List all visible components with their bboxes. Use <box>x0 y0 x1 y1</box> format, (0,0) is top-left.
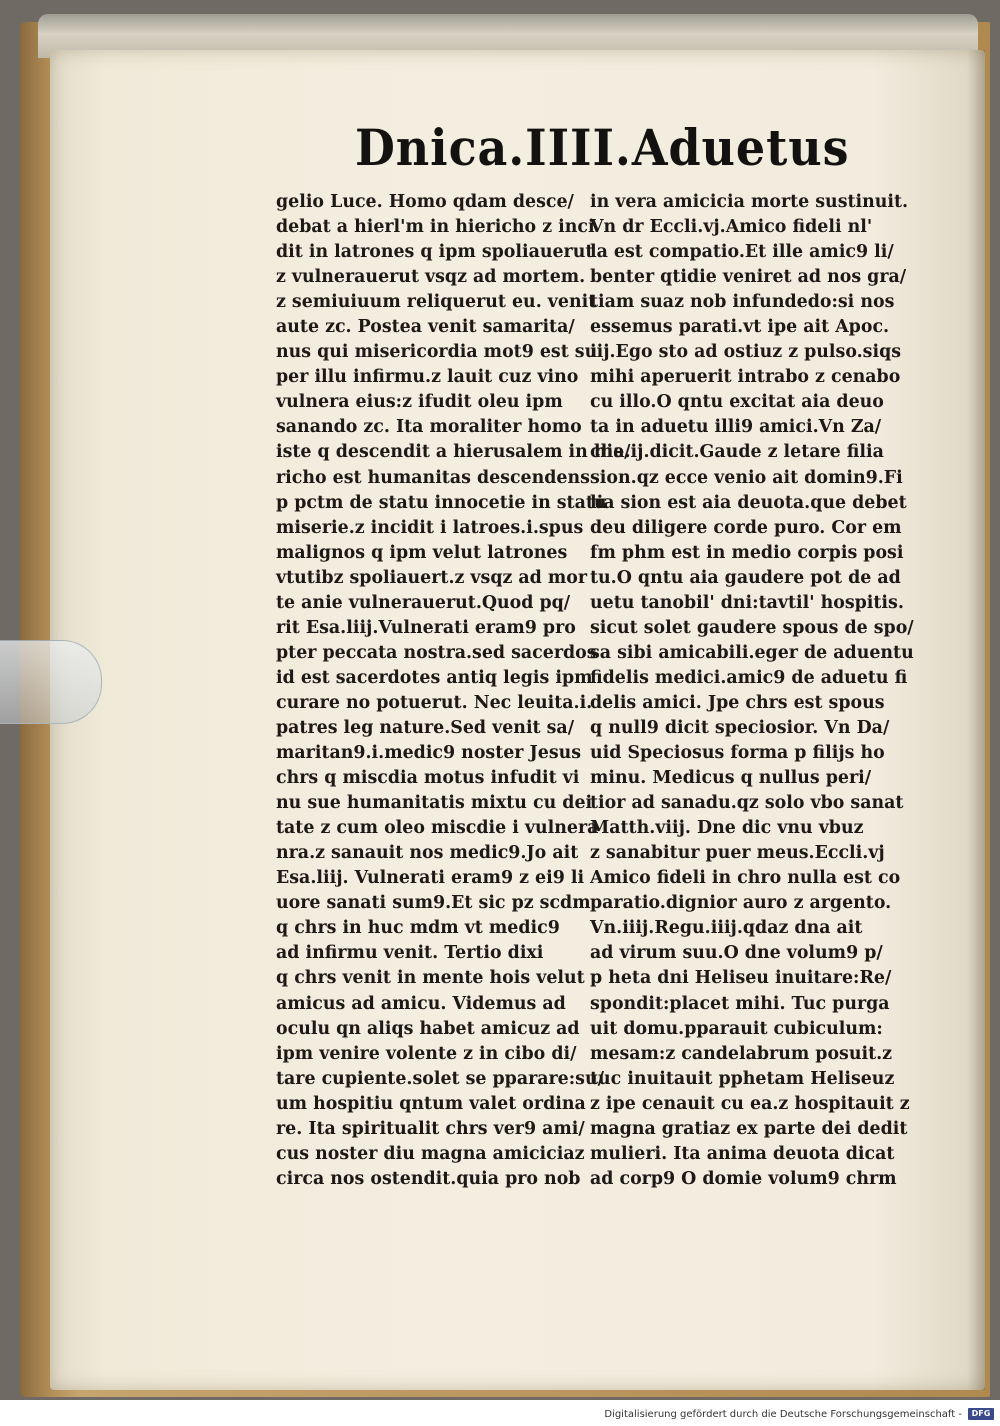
text-line: ipm venire volente z in cibo di/ <box>276 1043 577 1064</box>
text-line: tiam suaz nob infundedo:si nos <box>590 292 895 313</box>
text-line: la est compatio.Et ille amic9 li/ <box>590 242 894 263</box>
text-line: id est sacerdotes antiq legis ipm <box>276 667 593 688</box>
text-line: nu sue humanitatis mixtu cu dei <box>276 793 593 814</box>
text-line: tare cupiente.solet se pparare:su/ <box>276 1068 604 1089</box>
text-line: nus qui misericordia mot9 est su <box>276 342 598 363</box>
text-line: sion.qz ecce venio ait domin9.Fi <box>590 467 903 488</box>
text-line: ta in aduetu illi9 amici.Vn Za/ <box>590 417 882 438</box>
text-line: cha.ij.dicit.Gaude z letare filia <box>590 442 884 463</box>
text-line: richo est humanitas descendens <box>276 467 590 488</box>
text-line: delis amici. Jpe chrs est spous <box>590 692 885 713</box>
text-line: uore sanati sum9.Et sic pz scdm <box>276 893 591 914</box>
text-line: Vn dr Eccli.vj.Amico fideli nl' <box>590 217 873 238</box>
footer-bar <box>0 1400 1000 1426</box>
text-line: curare no potuerut. Nec leuita.i. <box>276 692 593 713</box>
text-line: iste q descendit a hierusalem in hie/ <box>276 442 631 463</box>
text-line: spondit:placet mihi. Tuc purga <box>590 993 890 1014</box>
text-line: tior ad sanadu.qz solo vbo sanat <box>590 793 904 814</box>
text-line: malignos q ipm velut latrones <box>276 542 568 563</box>
text-line: sanando zc. Ita moraliter homo <box>276 417 582 438</box>
text-line: uit domu.pparauit cubiculum: <box>590 1018 883 1039</box>
text-line: magna gratiaz ex parte dei dedit <box>590 1118 908 1139</box>
text-line: in vera amicicia morte sustinuit. <box>590 192 909 212</box>
text-line: vtutibz spoliauert.z vsqz ad mor <box>276 567 588 588</box>
text-line: oculu qn aliqs habet amicuz ad <box>276 1018 580 1039</box>
text-line: z vulnerauerut vsqz ad mortem. <box>276 267 586 288</box>
text-line: z ipe cenauit cu ea.z hospitauit z <box>590 1093 910 1114</box>
left-text-column <box>276 190 631 1192</box>
text-line: Amico fideli in chro nulla est co <box>590 868 901 889</box>
text-line: per illu infirmu.z lauit cuz vino <box>276 367 579 388</box>
text-line: te anie vulnerauerut.Quod pq/ <box>276 592 571 613</box>
text-line: rit Esa.liij.Vulnerati eram9 pro <box>276 617 576 638</box>
text-line: nra.z sanauit nos medic9.Jo ait <box>276 843 579 864</box>
text-line: tuc inuitauit pphetam Heliseuz <box>590 1068 895 1089</box>
text-line: fidelis medici.amic9 de aduetu fi <box>590 667 908 688</box>
page-heading: Dnica.IIII.Aduetus <box>355 118 850 177</box>
text-line: tu.O qntu aia gaudere pot de ad <box>590 567 901 588</box>
text-line: Esa.liij. Vulnerati eram9 z ei9 li <box>276 868 585 889</box>
text-line: aute zc. Postea venit samarita/ <box>276 317 575 338</box>
text-line: mihi aperuerit intrabo z cenabo <box>590 367 901 388</box>
text-line: patres leg nature.Sed venit sa/ <box>276 717 575 738</box>
text-line: uetu tanobil' dni:tavtil' hospitis. <box>590 592 904 613</box>
text-line: um hospitiu qntum valet ordina <box>276 1093 586 1114</box>
text-line: deu diligere corde puro. Cor em <box>590 517 902 538</box>
page-clip <box>0 640 102 724</box>
text-line: ad infirmu venit. Tertio dixi <box>276 943 544 964</box>
text-line: ad corp9 O domie volum9 chrm <box>590 1168 897 1189</box>
text-line: minu. Medicus q nullus peri/ <box>590 768 872 789</box>
text-line: Matth.viij. Dne dic vnu vbuz <box>590 818 864 839</box>
text-line: cus noster diu magna amiciciaz <box>276 1143 585 1164</box>
text-line: iij.Ego sto ad ostiuz z pulso.siqs <box>590 342 902 363</box>
text-line: sicut solet gaudere spous de spo/ <box>590 617 914 638</box>
text-line: q chrs venit in mente hois velut <box>276 968 585 989</box>
page-gutter-shadow <box>967 50 985 1390</box>
text-line: q null9 dicit speciosior. Vn Da/ <box>590 717 890 738</box>
dfg-logo-icon: DFG <box>968 1408 994 1420</box>
text-line: re. Ita spiritualit chrs ver9 ami/ <box>276 1118 585 1139</box>
text-line: benter qtidie veniret ad nos gra/ <box>590 267 907 288</box>
text-line: dit in latrones q ipm spoliauerut <box>276 242 594 263</box>
text-line: paratio.dignior auro z argento. <box>590 893 892 914</box>
text-line: z sanabitur puer meus.Eccli.vj <box>590 843 885 864</box>
text-line: ad virum suu.O dne volum9 p/ <box>590 943 883 964</box>
text-line: sa sibi amicabili.eger de aduentu <box>590 642 914 663</box>
text-line: p pctm de statu innocetie in statu <box>276 492 607 513</box>
text-line: vulnera eius:z ifudit oleu ipm <box>276 392 563 413</box>
text-line: chrs q miscdia motus infudit vi <box>276 768 580 789</box>
text-line: essemus parati.vt ipe ait Apoc. <box>590 317 890 338</box>
text-line: gelio Luce. Homo qdam desce/ <box>276 192 574 212</box>
right-text-column <box>590 190 914 1192</box>
text-line: lia sion est aia deuota.que debet <box>590 492 907 513</box>
text-line: cu illo.O qntu excitat aia deuo <box>590 392 884 413</box>
text-line: amicus ad amicu. Videmus ad <box>276 993 566 1014</box>
text-line: mesam:z candelabrum posuit.z <box>590 1043 893 1064</box>
text-line: pter peccata nostra.sed sacerdos <box>276 642 597 663</box>
text-line: debat a hierl'm in hiericho z inci <box>276 217 595 238</box>
text-line: circa nos ostendit.quia pro nob <box>276 1168 581 1189</box>
text-line: miserie.z incidit i latroes.i.spus <box>276 517 584 538</box>
text-line: mulieri. Ita anima deuota dicat <box>590 1143 895 1164</box>
text-line: p heta dni Heliseu inuitare:Re/ <box>590 968 892 989</box>
text-line: uid Speciosus forma p filijs ho <box>590 743 885 764</box>
text-line: z semiuiuum reliquerut eu. venit <box>276 292 597 313</box>
text-line: q chrs in huc mdm vt medic9 <box>276 918 560 939</box>
text-line: tate z cum oleo miscdie i vulnera <box>276 818 599 839</box>
text-line: fm phm est in medio corpis posi <box>590 542 904 563</box>
text-line: Vn.iiij.Regu.iiij.qdaz dna ait <box>590 918 863 939</box>
footer-credit: Digitalisierung gefördert durch die Deutsche Forschungsgemeinschaft - <box>604 1409 962 1420</box>
text-line: maritan9.i.medic9 noster Jesus <box>276 743 582 764</box>
